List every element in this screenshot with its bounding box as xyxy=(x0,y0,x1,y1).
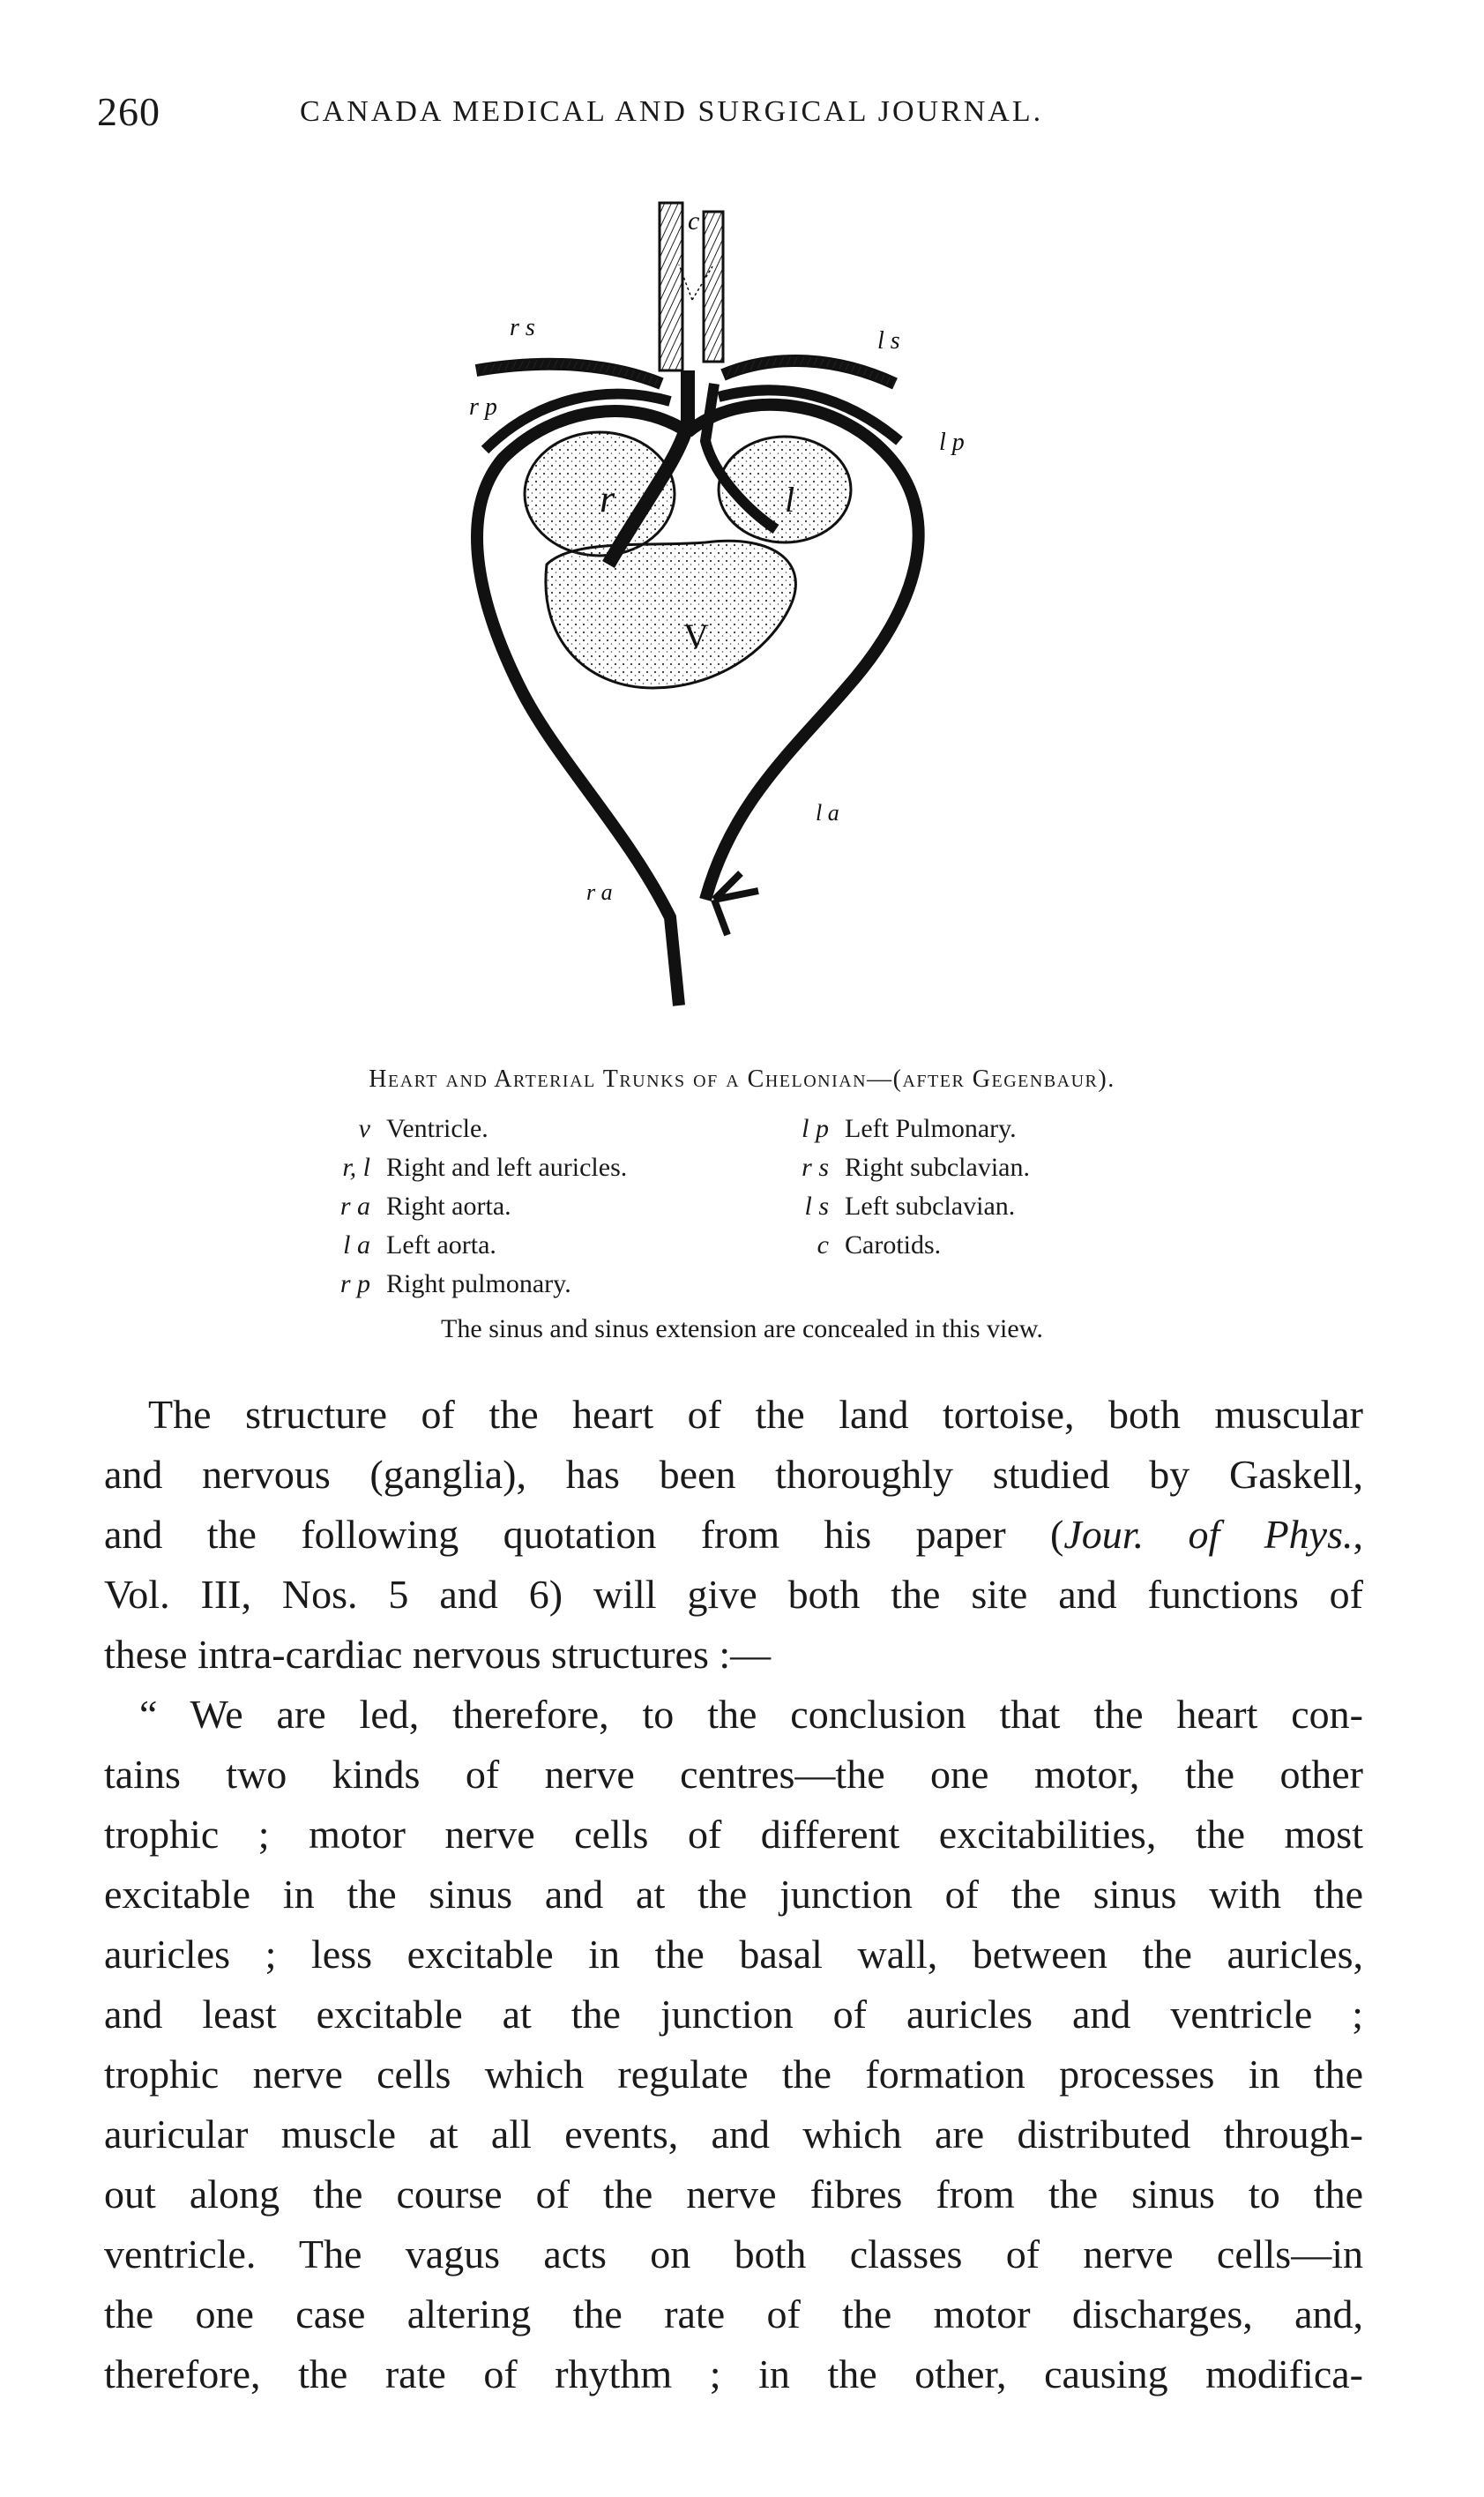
journal-citation: Jour. of Phys. xyxy=(1063,1512,1353,1557)
text-segment: and the following quotation from his paper ( xyxy=(104,1512,1064,1557)
running-title: CANADA MEDICAL AND SURGICAL JOURNAL. xyxy=(300,95,1044,128)
text-line: the one case altering the rate of the motor discharges, and, xyxy=(104,2291,1363,2336)
label-c: c xyxy=(688,206,700,235)
body-text xyxy=(104,1385,1363,2404)
legend-item xyxy=(300,1226,496,1265)
label-ra: r a xyxy=(586,879,613,905)
legend-abbr: c xyxy=(817,1230,829,1260)
legend-item xyxy=(300,1187,511,1226)
legend-text: Carotids. xyxy=(845,1230,942,1260)
text-line: tains two kinds of nerve centres—the one motor, the other xyxy=(104,1752,1363,1797)
legend-item xyxy=(300,1110,488,1148)
figure-caption-note: The sinus and sinus extension are concealed in this view. xyxy=(441,1314,1043,1343)
label-la: l a xyxy=(816,800,839,826)
text-line: excitable in the sinus and at the junction of the sinus with the xyxy=(104,1872,1363,1917)
legend-text: Right aorta. xyxy=(386,1192,511,1221)
text-line: and nervous (ganglia), has been thoroughly studied by Gaskell, xyxy=(104,1452,1363,1497)
legend-text: Left subclavian. xyxy=(845,1192,1016,1221)
legend-abbr: r p xyxy=(339,1269,370,1298)
text-line: trophic ; motor nerve cells of different excitabilities, the most xyxy=(104,1812,1363,1857)
legend-abbr: v xyxy=(358,1114,370,1143)
text-segment: , xyxy=(1353,1512,1363,1557)
text-line: these intra-cardiac nervous structures :— xyxy=(104,1632,772,1677)
text-line: The structure of the heart of the land tortoise, both muscular xyxy=(148,1392,1363,1437)
text-line: and least excitable at the junction of auricles and ventricle ; xyxy=(104,1992,1363,2037)
legend-item xyxy=(758,1148,1030,1187)
label-rp: r p xyxy=(469,393,497,421)
text-line: therefore, the rate of rhythm ; in the other, causing modifica- xyxy=(104,2351,1363,2396)
legend-abbr: l a xyxy=(343,1230,370,1260)
ventricle xyxy=(546,541,795,688)
legend-item xyxy=(758,1110,1017,1148)
legend-abbr: l s xyxy=(804,1192,829,1221)
legend-text: Right and left auricles. xyxy=(386,1153,628,1182)
label-lp: l p xyxy=(939,429,965,456)
legend-item xyxy=(300,1265,571,1304)
label-v: V xyxy=(683,617,709,656)
label-l: l xyxy=(785,480,795,520)
legend-abbr: r, l xyxy=(342,1153,370,1182)
legend-abbr: l p xyxy=(802,1114,829,1143)
legend-text: Ventricle. xyxy=(386,1114,488,1143)
legend-text: Left aorta. xyxy=(386,1230,496,1260)
legend-abbr: r s xyxy=(802,1153,829,1182)
label-ls: l s xyxy=(877,327,900,355)
heart-figure xyxy=(423,194,1040,1041)
left-aorta-branch xyxy=(714,873,758,935)
label-rs: r s xyxy=(510,314,535,341)
text-line: trophic nerve cells which regulate the formation processes in the xyxy=(104,2052,1363,2097)
label-r: r xyxy=(600,477,615,520)
legend-text: Right subclavian. xyxy=(845,1153,1030,1182)
legend-item xyxy=(300,1148,627,1187)
text-line: auricular muscle at all events, and which are distributed through- xyxy=(104,2112,1363,2157)
legend-text: Left Pulmonary. xyxy=(845,1114,1017,1143)
page-number: 260 xyxy=(97,89,160,134)
text-line xyxy=(104,1505,1363,1565)
text-line: out along the course of the nerve fibres from the sinus to the xyxy=(104,2172,1363,2217)
legend-abbr: r a xyxy=(339,1192,370,1221)
text-line: Vol. III, Nos. 5 and 6) will give both the site and functions of xyxy=(104,1572,1363,1617)
legend-item xyxy=(758,1187,1015,1226)
figure-caption-title: Heart and Arterial Trunks of a Chelonian—(after Gegenbaur). xyxy=(369,1065,1115,1093)
text-line: auricles ; less excitable in the basal wall, between the auricles, xyxy=(104,1932,1363,1977)
legend-text: Right pulmonary. xyxy=(386,1269,571,1298)
text-line: ventricle. The vagus acts on both classes of nerve cells—in xyxy=(104,2232,1363,2276)
legend-item xyxy=(758,1226,941,1265)
text-line: “ We are led, therefore, to the conclusion that the heart con- xyxy=(139,1692,1363,1737)
